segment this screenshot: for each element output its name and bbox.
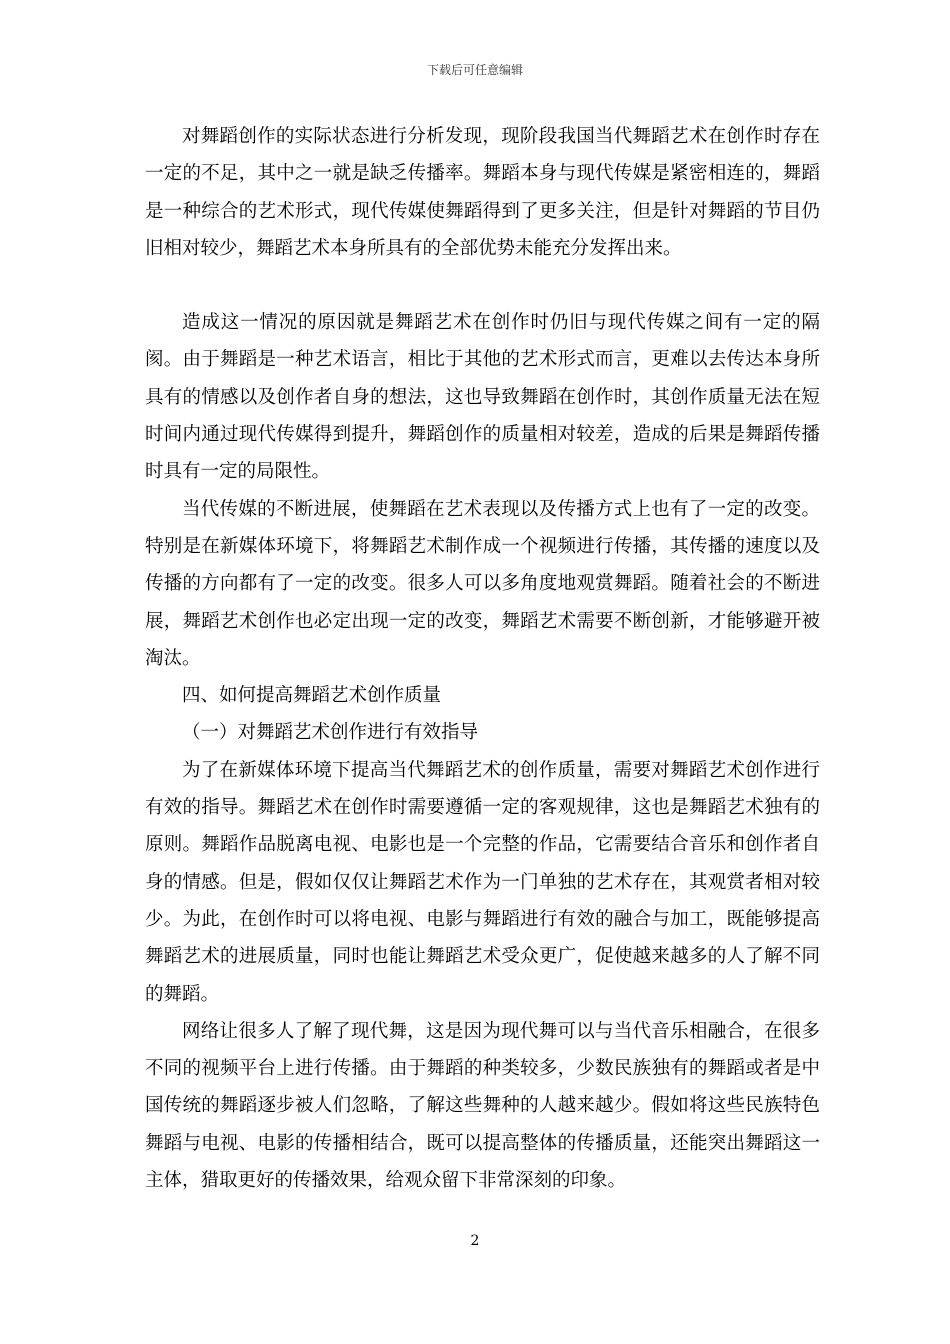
paragraph-gap	[145, 267, 820, 304]
body-text	[145, 118, 820, 1199]
header-note: 下载后可任意编辑	[426, 63, 523, 77]
paragraph-4: 为了在新媒体环境下提高当代舞蹈艺术的创作质量，需要对舞蹈艺术创作进行有效的指导。舞蹈艺术在创作时需要遵循一定的客观规律，这也是舞蹈艺术独有的原则。舞蹈作品脱离电视、电影也是一个完整的作品，它需要结合音乐和创作者自身的情感。但是，假如仅仅让舞蹈艺术作为一门单独的艺术存在，其观赏者相对较少。为此，在创作时可以将电视、电影与舞蹈进行有效的融合与加工，既能够提高舞蹈艺术的进展质量，同时也能让舞蹈艺术受众更广，促使越来越多的人了解不同的舞蹈。	[145, 759, 820, 1005]
page-number: 2	[470, 1233, 480, 1249]
paragraph-2: 造成这一情况的原因就是舞蹈艺术在创作时仍旧与现代传媒之间有一定的隔阂。由于舞蹈是一种艺术语言，相比于其他的艺术形式而言，更难以去传达本身所具有的情感以及创作者自身的想法，这也导致舞蹈在创作时，其创作质量无法在短时间内通过现代传媒得到提升，舞蹈创作的质量相对较差，造成的后果是舞蹈传播时具有一定的局限性。	[145, 312, 820, 483]
paragraph-5: 网络让很多人了解了现代舞，这是因为现代舞可以与当代音乐相融合，在很多不同的视频平台上进行传播。由于舞蹈的种类较多，少数民族独有的舞蹈或者是中国传统的舞蹈逐步被人们忽略，了解这些舞种的人越来越少。假如将这些民族特色舞蹈与电视、电影的传播相结合，既可以提高整体的传播质量，还能突出舞蹈这一主体，猎取更好的传播效果，给观众留下非常深刻的印象。	[145, 1020, 820, 1192]
paragraph-1: 对舞蹈创作的实际状态进行分析发现，现阶段我国当代舞蹈艺术在创作时存在一定的不足，其中之一就是缺乏传播率。舞蹈本身与现代传媒是紧密相连的，舞蹈是一种综合的艺术形式，现代传媒使舞蹈得到了更多关注，但是针对舞蹈的节目仍旧相对较少，舞蹈艺术本身所具有的全部优势未能充分发挥出来。	[145, 126, 820, 259]
section-heading: 四、如何提高舞蹈艺术创作质量	[182, 685, 442, 707]
subsection-heading: （一）对舞蹈艺术创作进行有效指导	[182, 722, 479, 744]
paragraph-3: 当代传媒的不断进展，使舞蹈在艺术表现以及传播方式上也有了一定的改变。特别是在新媒体环境下，将舞蹈艺术制作成一个视频进行传播，其传播的速度以及传播的方向都有了一定的改变。很多人可以多角度地观赏舞蹈。随着社会的不断进展，舞蹈艺术创作也必定出现一定的改变，舞蹈艺术需要不断创新，才能够避开被淘汰。	[145, 498, 820, 669]
